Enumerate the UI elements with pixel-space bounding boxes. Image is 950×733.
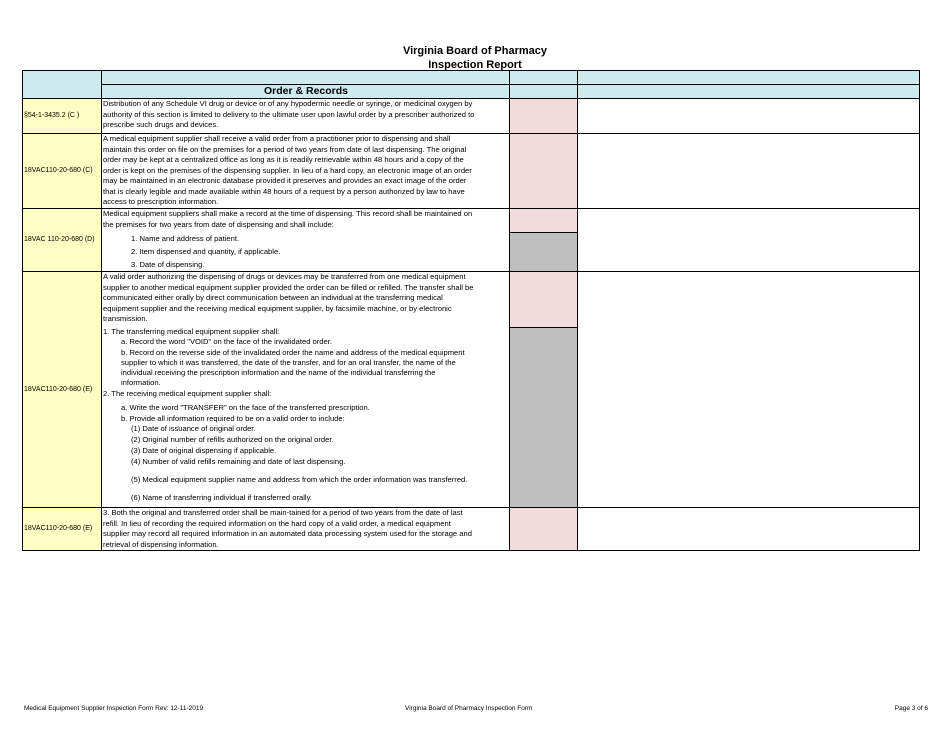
list-item: information.	[121, 378, 161, 387]
list-item: b. Provide all information required to be on a valid order to include:	[121, 414, 345, 423]
list-item: 1. Name and address of patient.	[131, 234, 240, 243]
requirement-text: Distribution of any Schedule VI drug or device or of any hypodermic needle or syringe, or medicinal oxygen by authority of this section is limited to delivery to the ultimate user upon lawful order by a prescriber authorized to prescribe such drugs and devices.	[103, 99, 475, 129]
list-item: b. Record on the reverse side of the invalidated order the name and address of the medical equipment	[121, 348, 465, 357]
list-item: a. Write the word "TRANSFER" on the face of the transferred prescription.	[121, 403, 370, 412]
page-subtitle: Inspection Report	[428, 59, 522, 71]
citation: 18VAC110-20-680 (E)	[24, 385, 93, 393]
list-item: (4) Number of valid refills remaining and date of last dispensing.	[131, 457, 346, 466]
compliance-cell[interactable]	[510, 98, 577, 133]
requirement-text: Medical equipment suppliers shall make a record at the time of dispensing. This record shall be maintained on the premises for two years from date of dispensing and shall include:	[103, 209, 473, 229]
list-item: (5) Medical equipment supplier name and address from which the order information was transferred.	[131, 475, 468, 484]
compliance-cell[interactable]	[510, 208, 577, 232]
requirement-text: A medical equipment supplier shall receive a valid order from a practitioner prior to dispensing and shall maintain this order on file on the premises for a period of two years from date of last dispensing. The original order may be kept at a centralized office as long as it is readily retrievable within 48 hours and a copy of the order is kept on the premises of the dispensing supplier. In lieu of a hard copy, an electronic image of an order may be maintained in an electronic database provided it preserves and provides an exact image of the order that is clearly legible and made available within 48 hours of a request by a person authorized by law to have access to prescription information.	[103, 134, 472, 206]
footer-page-number: Page 3 of 6	[894, 705, 928, 712]
footer-form-revision: Medical Equipment Supplier Inspection Form Rev: 12-11-2019	[24, 705, 204, 712]
inspection-table	[22, 70, 920, 551]
compliance-cell[interactable]	[510, 133, 577, 208]
footer-form-name: Virginia Board of Pharmacy Inspection Form	[405, 705, 533, 712]
list-item: a. Record the word "VOID" on the face of the invalidated order.	[121, 337, 332, 346]
citation: 18VAC 110-20-680 (D)	[24, 236, 95, 243]
list-item: individual receiving the prescription information and the name of the individual transferring the	[121, 368, 436, 377]
list-item: supplier to which it was transferred, the date of the transfer, and for an oral transfer, the name of the	[121, 358, 456, 367]
compliance-cell[interactable]	[510, 507, 577, 550]
list-item: (3) Date of original dispensing if applicable.	[131, 446, 277, 455]
section-heading: Order & Records	[263, 85, 349, 97]
list-item: (6) Name of transferring individual if transferred orally.	[131, 493, 312, 502]
list-item: (1) Date of issuance of original order.	[131, 424, 256, 433]
list-item: 2. Item dispensed and quantity, if applicable.	[131, 247, 281, 256]
citation: 18VAC110-20-680 (E)	[24, 525, 93, 532]
page-title: Virginia Board of Pharmacy	[402, 45, 548, 57]
list-item: 1. The transferring medical equipment supplier shall:	[103, 327, 280, 336]
requirement-text: 3. Both the original and transferred order shall be main-tained for a period of two years from the date of last refill. In lieu of recording the required information on the hard copy of a valid order, a medical equipment supplier may record all required information in an automated data processing system used for the storage and retrieval of dispensing information.	[103, 508, 472, 549]
list-item: (2) Original number of refills authorized on the original order.	[131, 435, 334, 444]
citation: 18VAC110-20-680 (C)	[24, 167, 93, 174]
citation: §54-1-3435.2 (C )	[24, 112, 80, 119]
list-item: 2. The receiving medical equipment supplier shall:	[103, 389, 272, 398]
list-item: 3. Date of dispensing.	[131, 260, 205, 269]
compliance-cell[interactable]	[510, 271, 577, 327]
requirement-text: A valid order authorizing the dispensing of drugs or devices may be transferred from one medical equipment supplier to another medical equipment supplier provided the order can be filled or refilled. The transfer shall be communicated either orally by direct communication between an individual at the transferring medical equipment supplier and the receiving medical equipment supplier, by facsimile machine, or by electronic transmission.	[103, 272, 474, 323]
